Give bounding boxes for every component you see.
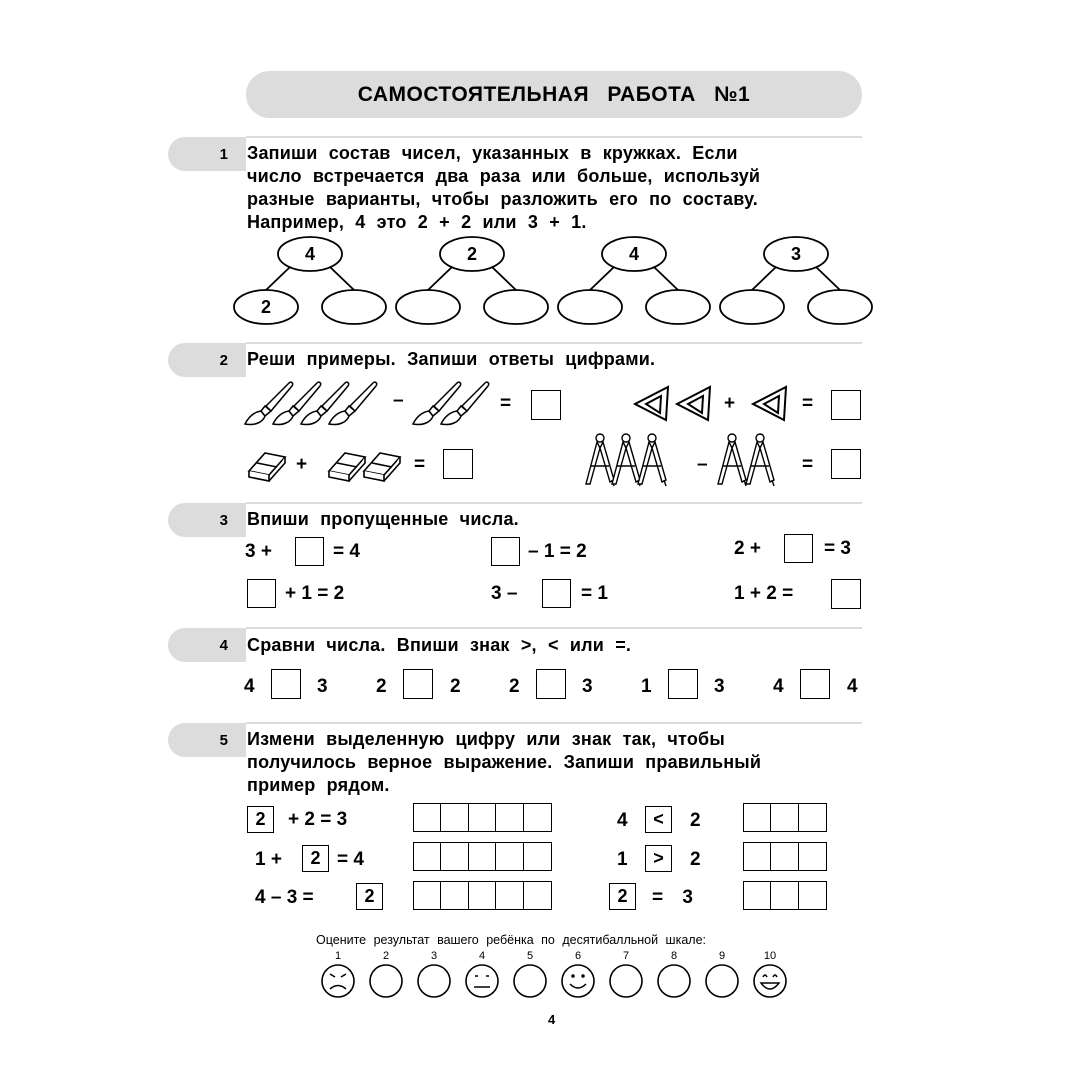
scale-number: 1: [334, 950, 342, 962]
tree-1-top: 4: [304, 244, 316, 264]
equals-sign: =: [500, 393, 512, 414]
compare-sign-box[interactable]: [271, 669, 301, 699]
task-1-number: 1: [219, 146, 228, 163]
highlighted-sign: <: [645, 806, 672, 833]
triangles-example: [632, 384, 792, 424]
compare-right: 3: [317, 676, 328, 697]
highlighted-sign: >: [645, 845, 672, 872]
answer-box[interactable]: [831, 390, 861, 420]
compare-sign-box[interactable]: [668, 669, 698, 699]
scale-number: 2: [382, 950, 390, 962]
highlighted-digit: 2: [609, 883, 636, 910]
rating-scale[interactable]: [318, 962, 798, 1002]
answer-grid[interactable]: [743, 881, 827, 910]
task-2-number: 2: [219, 352, 228, 369]
missing-number-box[interactable]: [542, 579, 571, 608]
equation-part: 1 +: [255, 849, 282, 870]
smile-face-icon: [562, 965, 594, 997]
equation-part: 2: [690, 810, 701, 831]
sad-face-icon: [322, 965, 354, 997]
answer-grid[interactable]: [413, 881, 552, 910]
compare-sign-box[interactable]: [536, 669, 566, 699]
compasses-example: [582, 432, 792, 492]
compare-left: 2: [376, 676, 387, 697]
scale-number: 6: [574, 950, 582, 962]
number-composition-trees: [228, 232, 878, 332]
missing-number-box[interactable]: [295, 537, 324, 566]
missing-number-box[interactable]: [784, 534, 813, 563]
highlighted-digit: 2: [247, 806, 274, 833]
equation-part: 1: [617, 849, 628, 870]
equation-part: 3 –: [491, 583, 518, 604]
equals-sign: =: [802, 393, 814, 414]
task-5-number: 5: [219, 732, 228, 749]
missing-number-box[interactable]: [831, 579, 861, 609]
scale-number: 4: [478, 950, 486, 962]
brushes-example: [243, 380, 493, 430]
compare-left: 1: [641, 676, 652, 697]
tree-4-top: 3: [790, 244, 802, 264]
op-plus: +: [724, 393, 736, 414]
missing-number-box[interactable]: [247, 579, 276, 608]
equals-sign: =: [414, 454, 426, 475]
equation-part: + 2 = 3: [288, 809, 348, 830]
compare-sign-box[interactable]: [403, 669, 433, 699]
highlighted-digit: 2: [356, 883, 383, 910]
divider: [246, 136, 862, 138]
task-5-text: Измени выделенную цифру или знак так, чтобы получилось верное выражение. Запиши правильный пример рядом.: [247, 729, 762, 795]
op-minus: –: [697, 454, 708, 475]
tree-2-top: 2: [466, 244, 478, 264]
compare-right: 2: [450, 676, 461, 697]
equation-part: 1 + 2 =: [734, 583, 794, 604]
compare-sign-box[interactable]: [800, 669, 830, 699]
equation-part: 4 – 3 =: [255, 887, 314, 908]
equation-part: 4: [617, 810, 628, 831]
divider: [246, 722, 862, 724]
equation-part: + 1 = 2: [285, 583, 345, 604]
equals-sign: =: [802, 454, 814, 475]
scale-number: 9: [718, 950, 726, 962]
equation-part: = 3: [824, 538, 851, 559]
divider: [246, 627, 862, 629]
op-minus: –: [393, 390, 404, 411]
divider: [246, 502, 862, 504]
answer-grid[interactable]: [413, 842, 552, 871]
neutral-face-icon: [466, 965, 498, 997]
answer-box[interactable]: [531, 390, 561, 420]
task-2-text: Реши примеры. Запиши ответы цифрами.: [247, 349, 656, 369]
page-number: 4: [548, 1012, 556, 1027]
compare-right: 4: [847, 676, 858, 697]
answer-box[interactable]: [443, 449, 473, 479]
divider: [246, 342, 862, 344]
equation-part: 2 +: [734, 538, 761, 559]
missing-number-box[interactable]: [491, 537, 520, 566]
scale-number: 7: [622, 950, 630, 962]
task-3-text: Впиши пропущенные числа.: [247, 509, 519, 529]
scale-number: 10: [763, 950, 777, 962]
compare-left: 4: [773, 676, 784, 697]
equation-part: = 4: [337, 849, 364, 870]
tree-3-top: 4: [628, 244, 640, 264]
scale-number: 3: [430, 950, 438, 962]
compare-right: 3: [714, 676, 725, 697]
scale-number: 8: [670, 950, 678, 962]
equation-part: – 1 = 2: [528, 541, 587, 562]
task-4-number: 4: [219, 637, 228, 654]
task-3-number: 3: [219, 512, 228, 529]
answer-grid[interactable]: [743, 803, 827, 832]
op-plus: +: [296, 454, 308, 475]
answer-grid[interactable]: [743, 842, 827, 871]
compare-left: 4: [244, 676, 255, 697]
erasers-example: [245, 445, 410, 483]
equation-part: = 1: [581, 583, 608, 604]
task-1-text: Запиши состав чисел, указанных в кружках. Если число встречается два раза или больше, используй разные варианты, чтобы разложить его по составу. Например, 4 это 2 + 2 или 3 + 1.: [247, 143, 761, 232]
answer-grid[interactable]: [413, 803, 552, 832]
tree-1-left: 2: [260, 297, 272, 317]
page-title: САМОСТОЯТЕЛЬНАЯ РАБОТА №1: [246, 71, 862, 118]
equation-part: 2: [690, 849, 701, 870]
highlighted-digit: 2: [302, 845, 329, 872]
equation-part: = 4: [333, 541, 360, 562]
rating-instruction: Оцените результат вашего ребёнка по десятибалльной шкале:: [316, 933, 707, 947]
compare-right: 3: [582, 676, 593, 697]
happy-face-icon: [754, 965, 786, 997]
answer-box[interactable]: [831, 449, 861, 479]
compare-left: 2: [509, 676, 520, 697]
equation-part: 3 +: [245, 541, 272, 562]
task-4-text: Сравни числа. Впиши знак >, < или =.: [247, 635, 632, 655]
scale-number: 5: [526, 950, 534, 962]
equation-part: = 3: [652, 887, 693, 908]
